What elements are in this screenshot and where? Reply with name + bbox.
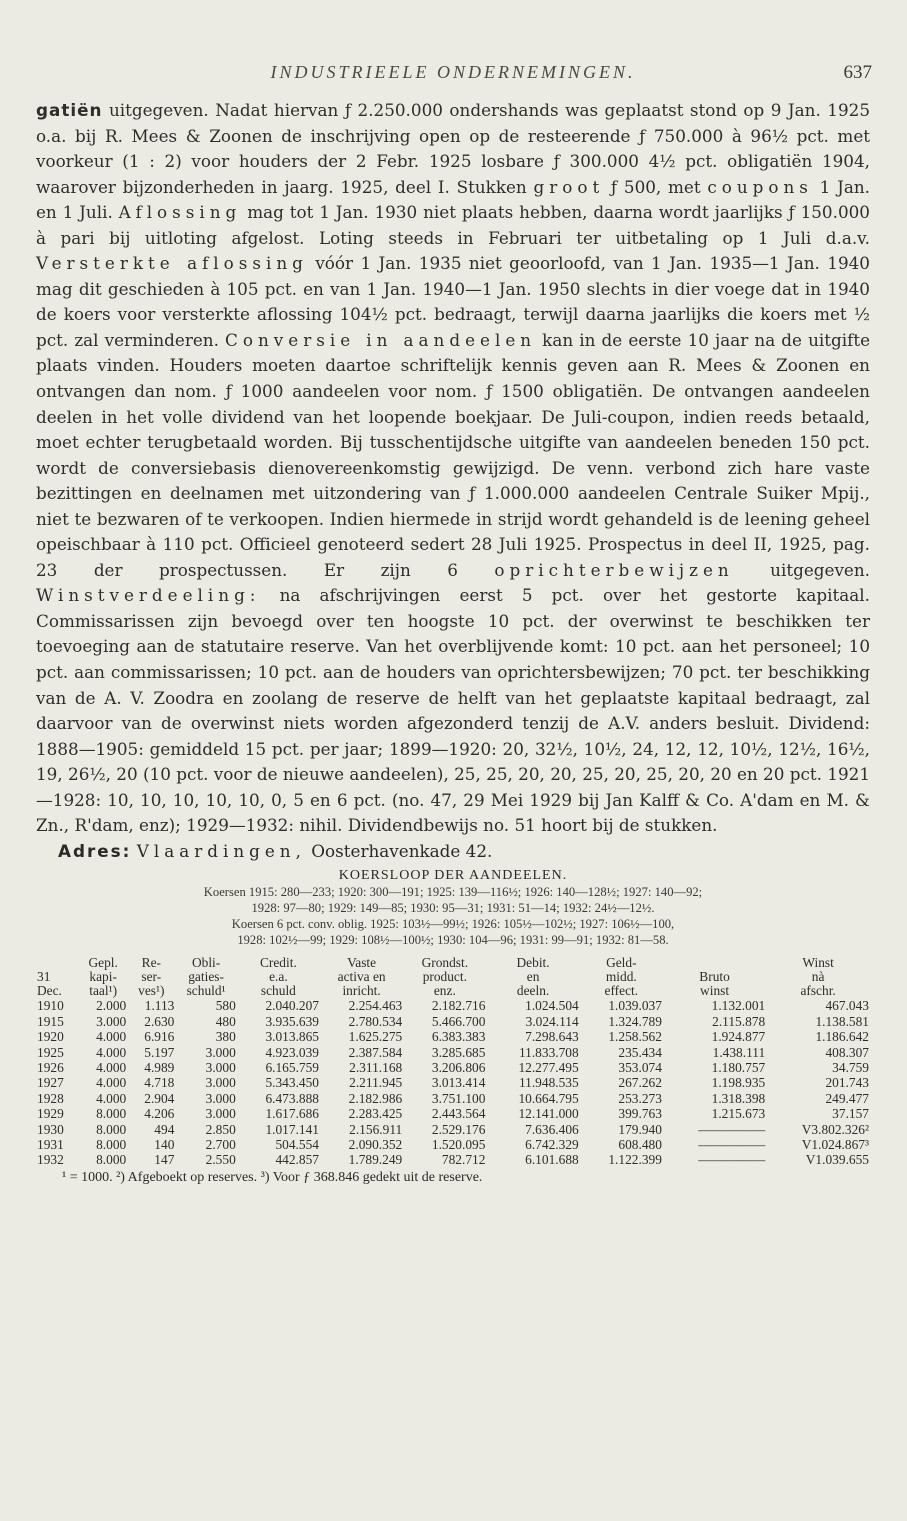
table-cell: 1928 xyxy=(37,1090,64,1106)
table-cell: 1.186.642 xyxy=(815,1029,869,1045)
table-cell: 353.074 xyxy=(618,1059,662,1075)
column-header-line: Obli- xyxy=(191,955,221,971)
column-header-line: en xyxy=(526,969,540,985)
table-cell: 1.198.935 xyxy=(711,1075,766,1091)
paragraph-text: mag tot 1 Jan. 1930 niet plaats hebben, daarna wordt jaarlijks ƒ 150.000 à pari bij uitloting afgelost. Loting steeds in Februari ter uitbetaling op 1 Juli d.a.v. xyxy=(36,202,870,248)
table-row xyxy=(36,998,870,1013)
table-cell: 201.743 xyxy=(825,1075,869,1091)
column-header-line: taal¹) xyxy=(89,983,118,999)
table-cell: 3.000 xyxy=(205,1044,236,1060)
table-cell: 1.318.398 xyxy=(711,1090,766,1106)
paragraph-text: 1 Jan. en 1 Juli. xyxy=(36,176,870,223)
table-row xyxy=(36,1106,870,1121)
table-cell: 782.712 xyxy=(441,1152,486,1168)
table-cell: ————— xyxy=(698,1152,766,1168)
table-cell: 1910 xyxy=(37,998,64,1014)
table-cell: 1.520.095 xyxy=(431,1137,486,1153)
table-cell: 467.043 xyxy=(825,998,869,1014)
spaced-term-groot: groot xyxy=(533,176,605,197)
table-cell: 2.387.584 xyxy=(348,1044,403,1060)
address-street: Oosterhavenkade 42. xyxy=(305,840,493,861)
table-cell: 1932 xyxy=(37,1152,64,1168)
table-cell: 3.935.639 xyxy=(265,1013,319,1029)
table-cell: 399.763 xyxy=(618,1106,662,1122)
address-line xyxy=(36,839,870,865)
table-row xyxy=(36,1122,870,1137)
table-cell: 1.024.504 xyxy=(525,998,579,1014)
koers-line: Koersen 1915: 280—233; 1920: 300—191; 1925: 139—116½; 1926: 140—128½; 1927: 140—92; xyxy=(203,885,703,900)
table-cell: 408.307 xyxy=(825,1044,869,1060)
table-cell: 8.000 xyxy=(96,1137,127,1153)
table-cell: 147 xyxy=(154,1152,175,1168)
table-cell: 4.000 xyxy=(96,1029,127,1045)
table-cell: 1.122.399 xyxy=(608,1152,662,1168)
table-cell: 5.343.450 xyxy=(265,1075,319,1091)
table-cell: 1925 xyxy=(37,1044,64,1060)
table-cell: 608.480 xyxy=(618,1137,662,1153)
spaced-term-aflossing: Aflossing xyxy=(118,202,242,223)
table-cell: 1927 xyxy=(37,1075,64,1091)
table-cell: 1.625.275 xyxy=(348,1029,403,1045)
table-cell: 3.000 xyxy=(205,1106,236,1122)
column-header-line: inricht. xyxy=(342,983,381,999)
running-title: INDUSTRIEELE ONDERNEMINGEN. xyxy=(270,62,636,82)
koersloop-title: KOERSLOOP DER AANDEELEN. xyxy=(338,868,568,884)
table-cell: 7.636.406 xyxy=(525,1121,579,1137)
table-row xyxy=(36,1014,870,1029)
table-cell: 3.000 xyxy=(96,1013,127,1029)
spaced-term-coupons: coupons xyxy=(707,176,813,197)
table-cell: 2.000 xyxy=(96,998,127,1014)
column-header-line: e.a. xyxy=(269,969,288,985)
address-city: Vlaardingen, xyxy=(136,840,306,861)
table-cell: 4.989 xyxy=(144,1059,175,1075)
column-header-line: enz. xyxy=(433,983,456,999)
column-header xyxy=(580,956,663,998)
column-header-line: Geld- xyxy=(606,955,637,971)
table-row xyxy=(36,1091,870,1106)
column-header-line: 31 xyxy=(37,969,51,985)
table-cell: 6.165.759 xyxy=(265,1059,319,1075)
table-cell: 2.156.911 xyxy=(349,1121,403,1137)
column-header-line: Winst xyxy=(802,955,834,971)
table-cell: 1.180.757 xyxy=(711,1059,766,1075)
column-header xyxy=(403,956,486,998)
table-row xyxy=(36,1137,870,1152)
koers-line: 1928: 97—80; 1929: 149—85; 1930: 95—31; 1931: 51—14; 1932: 24½—12½. xyxy=(251,901,655,916)
column-header-line: afschr. xyxy=(800,983,836,999)
column-header-line: midd. xyxy=(605,969,637,985)
table-cell: 2.550 xyxy=(205,1152,236,1168)
table-cell: 3.000 xyxy=(205,1075,236,1091)
table-cell: V1.024.867³ xyxy=(801,1137,869,1153)
column-header-line: effect. xyxy=(604,983,639,999)
table-cell: ————— xyxy=(698,1137,766,1153)
table-row xyxy=(36,1045,870,1060)
page-number: 637 xyxy=(843,62,872,83)
table-cell: 11.833.708 xyxy=(518,1044,579,1060)
table-cell: 1915 xyxy=(37,1013,64,1029)
column-header xyxy=(320,956,403,998)
column-header xyxy=(127,956,175,998)
table-cell: 1.789.249 xyxy=(348,1152,403,1168)
column-header-line: Vaste xyxy=(347,955,377,971)
table-cell: 2.211.945 xyxy=(349,1075,403,1091)
table-cell: 6.742.329 xyxy=(525,1137,579,1153)
column-header-line: Grondst. xyxy=(421,955,469,971)
column-header xyxy=(663,956,766,998)
table-cell: 2.630 xyxy=(144,1013,175,1029)
column-header xyxy=(175,956,236,998)
column-header-line: kapi- xyxy=(89,969,117,985)
table-cell: 2.700 xyxy=(205,1137,236,1153)
table-cell: 4.206 xyxy=(144,1106,175,1122)
table-cell: 140 xyxy=(154,1137,175,1153)
table-cell: 3.013.865 xyxy=(265,1029,319,1045)
column-header-line: ves¹) xyxy=(138,983,165,999)
table-cell: ————— xyxy=(698,1121,766,1137)
table-cell: 4.000 xyxy=(96,1090,127,1106)
column-header-line: ser- xyxy=(141,969,162,985)
table-cell: 267.262 xyxy=(618,1075,662,1091)
table-cell: 11.948.535 xyxy=(518,1075,579,1091)
paragraph-text: uitgegeven. xyxy=(733,559,870,580)
spaced-term-versterkte-aflossing: Versterkte aflossing xyxy=(36,253,308,274)
financial-table xyxy=(36,956,870,1167)
table-cell: 1.132.001 xyxy=(711,998,766,1014)
table-row xyxy=(36,1152,870,1167)
column-header xyxy=(766,956,870,998)
table-cell: 3.024.114 xyxy=(525,1013,579,1029)
spaced-term-conversie: Conversie in aandeelen xyxy=(225,329,537,350)
table-cell: 37.157 xyxy=(832,1106,869,1122)
table-cell: 3.000 xyxy=(205,1059,236,1075)
table-cell: 6.101.688 xyxy=(525,1152,579,1168)
main-paragraph xyxy=(36,98,870,839)
table-cell: 1929 xyxy=(37,1106,64,1122)
table-cell: 1926 xyxy=(37,1059,64,1075)
running-header xyxy=(36,58,870,88)
koers-line: Koersen 6 pct. conv. oblig. 1925: 103½—99½; 1926: 105½—102½; 1927: 106½—100, xyxy=(231,917,675,932)
table-cell: 442.857 xyxy=(275,1152,319,1168)
table-cell: 1.258.562 xyxy=(608,1029,662,1045)
table-cell: 504.554 xyxy=(275,1137,319,1153)
footnote: ¹ = 1000. ²) Afgeboekt op reserves. ³) Voor ƒ 368.846 gedekt uit de reserve. xyxy=(62,1169,483,1185)
table-cell: 2.254.463 xyxy=(348,998,403,1014)
table-cell: 2.780.534 xyxy=(348,1013,403,1029)
table-cell: 2.182.716 xyxy=(431,998,486,1014)
table-cell: 179.940 xyxy=(618,1121,662,1137)
table-cell: 2.904 xyxy=(144,1090,175,1106)
koersloop-block xyxy=(36,884,870,948)
table-cell: 1920 xyxy=(37,1029,64,1045)
table-cell: 2.443.564 xyxy=(431,1106,486,1122)
table-cell: 12.141.000 xyxy=(518,1106,579,1122)
table-row xyxy=(36,1075,870,1090)
address-label: Adres: xyxy=(58,840,132,861)
table-cell: 5.466.700 xyxy=(431,1013,486,1029)
table-row xyxy=(36,1029,870,1044)
table-cell: 10.664.795 xyxy=(518,1090,579,1106)
table-cell: 4.000 xyxy=(96,1075,127,1091)
table-cell: 34.759 xyxy=(832,1059,869,1075)
table-cell: 2.090.352 xyxy=(348,1137,403,1153)
table-cell: 1.039.037 xyxy=(608,998,662,1014)
financial-table-head xyxy=(36,956,870,998)
paragraph-text: ƒ 500, met xyxy=(604,176,708,197)
column-header-line: Gepl. xyxy=(88,955,118,971)
table-row xyxy=(36,1060,870,1075)
table-cell: 2.040.207 xyxy=(265,998,319,1014)
column-header-line: Bruto xyxy=(699,969,730,985)
table-cell: 2.115.878 xyxy=(712,1013,766,1029)
table-cell: 1.924.877 xyxy=(711,1029,766,1045)
column-header-line: schuld¹ xyxy=(186,983,226,999)
table-cell: 3.206.806 xyxy=(431,1059,486,1075)
table-cell: 4.000 xyxy=(96,1044,127,1060)
body-text xyxy=(36,98,870,839)
spaced-term-oprichtersbewijzen: oprichterbewijzen xyxy=(494,559,734,580)
column-header-line: Debit. xyxy=(516,955,550,971)
column-header-line: gaties- xyxy=(188,969,224,985)
column-header-line: nà xyxy=(811,969,825,985)
table-cell: 5.197 xyxy=(144,1044,175,1060)
column-header-line: Dec. xyxy=(37,983,62,999)
table-cell: 1.324.789 xyxy=(608,1013,662,1029)
spaced-term-winstverdeeling: Winstverdeeling: xyxy=(36,585,261,606)
column-header xyxy=(36,956,79,998)
table-cell: 3.013.414 xyxy=(431,1075,486,1091)
column-header xyxy=(486,956,579,998)
column-header-line: deeln. xyxy=(516,983,550,999)
paragraph-text: vóór 1 Jan. 1935 niet geoorloofd, van 1 Jan. 1935—1 Jan. 1940 mag dit geschieden à 105 pct. en van 1 Jan. 1940—1 Jan. 1950 slechts in dier voege dat in 1940 de koers voor versterkte aflossing 104½ pct. bedraagt, terwijl daarna jaarlijks die koers met ½ pct. zal verminderen. xyxy=(36,253,870,350)
table-cell: 6.383.383 xyxy=(431,1029,486,1045)
column-header-line: product. xyxy=(422,969,467,985)
table-cell: 3.000 xyxy=(205,1090,236,1106)
paragraph-text: kan in de eerste 10 jaar na de uitgifte plaats vinden. Houders moeten daartoe schriftelijk kennis geven aan R. Mees & Zoonen en ontvangen dan nom. ƒ 1000 aandeelen voor nom. ƒ 1500 obligatiën. De ontvangen aandeelen deelen in het volle dividend van het loopende boekjaar. De Juli-coupon, indien reeds betaald, moet echter terugbetaald worden. Bij tusschentijdsche uitgifte van aandeelen beneden 150 pct. wordt de conversiebasis dienovereenkomstig gewijzigd. De venn. verbond zich hare vaste bezittingen en deelnamen met uitzondering van ƒ 1.000.000 aandeelen Centrale Suiker Mpij., niet te bezwaren of te verkoopen. Indien hiermede in strijd wordt gehandeld is de leening geheel opeischbaar à 110 pct. Officieel genoteerd sedert 28 Juli 1925. Prospectus in deel II, 1925, pag. 23 der prospectussen. Er zijn 6 xyxy=(36,329,871,580)
table-cell: 7.298.643 xyxy=(525,1029,579,1045)
table-cell: 1.617.686 xyxy=(265,1106,319,1122)
table-cell: 2.529.176 xyxy=(431,1121,486,1137)
table-cell: 380 xyxy=(215,1029,236,1045)
table-cell: V3.802.326² xyxy=(801,1121,869,1137)
table-cell: 480 xyxy=(215,1013,236,1029)
table-cell: 1.017.141 xyxy=(265,1121,319,1137)
table-cell: 8.000 xyxy=(96,1152,127,1168)
paragraph-text: na afschrijvingen eerst 5 pct. over het gestorte kapitaal. Commissarissen zijn bevoegd over ten hoogste 10 pct. der overwinst te beschikken ter toevoeging aan de statutaire reserve. Van het overblijvende komt: 10 pct. aan het personeel; 10 pct. aan commissarissen; 10 pct. aan de houders van oprichtersbewijzen; 70 pct. ter beschikking van de A. V. Zoodra en zoolang de reserve de helft van het geplaatste kapitaal bedraagt, zal daarvoor van de overwinst niets worden afgezonderd tenzij de A.V. anders besluit. Dividend: 1888—1905: gemiddeld 15 pct. per jaar; 1899—1920: 20, 32½, 10½, 24, 12, 12, 10½, 12½, 16½, 19, 26½, 20 (10 pct. voor de nieuwe aandeelen), 25, 25, 20, 20, 25, 20, 25, 20, 20 en 20 pct. 1921—1928: 10, 10, 10, 10, 10, 0, 5 en 6 pct. (no. 47, 29 Mei 1929 bij Jan Kalff & Co. A'dam en M. & Zn., R'dam, enz); 1929—1932: nihil. Dividendbewijs no. 51 hoort bij de stukken. xyxy=(36,585,871,836)
table-cell: 2.311.168 xyxy=(349,1059,403,1075)
table-cell: 1930 xyxy=(37,1121,64,1137)
paragraph-lead-word: gatiën xyxy=(36,100,103,120)
table-cell: 1.438.111 xyxy=(712,1044,766,1060)
table-header-row xyxy=(36,956,870,998)
table-cell: 1931 xyxy=(37,1137,64,1153)
table-cell: 8.000 xyxy=(96,1121,127,1137)
column-header xyxy=(79,956,127,998)
column-header-line: activa en xyxy=(337,969,386,985)
table-cell: 4.718 xyxy=(144,1075,175,1091)
table-cell: 8.000 xyxy=(96,1106,127,1122)
table-cell: 12.277.495 xyxy=(518,1059,579,1075)
koers-line: 1928: 102½—99; 1929: 108½—100½; 1930: 104—96; 1931: 99—91; 1932: 81—58. xyxy=(237,933,669,948)
table-cell: 580 xyxy=(215,998,236,1014)
table-cell: 4.000 xyxy=(96,1059,127,1075)
table-cell: 6.473.888 xyxy=(265,1090,319,1106)
table-cell: 253.273 xyxy=(618,1090,662,1106)
document-page xyxy=(36,58,870,1186)
table-cell: 1.138.581 xyxy=(815,1013,869,1029)
table-cell: 2.850 xyxy=(205,1121,236,1137)
table-cell: 3.751.100 xyxy=(431,1090,486,1106)
table-cell: 3.285.685 xyxy=(431,1044,486,1060)
table-cell: 2.283.425 xyxy=(348,1106,403,1122)
table-cell: 6.916 xyxy=(144,1029,175,1045)
column-header-line: winst xyxy=(700,983,730,999)
table-cell: 1.215.673 xyxy=(711,1106,766,1122)
column-header-line: schuld xyxy=(260,983,296,999)
paragraph-text: uitgegeven. Nadat hiervan ƒ 2.250.000 ondershands was geplaatst stond op 9 Jan. 1925 o.a. bij R. Mees & Zoonen de inschrijving open op de resteerende ƒ 750.000 à 96½ pct. met voorkeur (1 : 2) voor houders der 2 Febr. 1925 losbare ƒ 300.000 4½ pct. obligatiën 1904, waarover bijzonderheden in jaarg. 1925, deel I. Stukken xyxy=(36,100,870,197)
column-header-line: Re- xyxy=(141,955,161,971)
column-header xyxy=(237,956,320,998)
column-header-line: Credit. xyxy=(259,955,297,971)
table-cell: 235.434 xyxy=(618,1044,662,1060)
table-cell: 2.182.986 xyxy=(348,1090,403,1106)
table-cell: V1.039.655 xyxy=(805,1152,869,1168)
table-cell: 249.477 xyxy=(825,1090,869,1106)
financial-table-body xyxy=(36,998,870,1167)
table-cell: 1.113 xyxy=(144,998,175,1014)
table-cell: 4.923.039 xyxy=(265,1044,319,1060)
table-cell: 494 xyxy=(154,1121,175,1137)
